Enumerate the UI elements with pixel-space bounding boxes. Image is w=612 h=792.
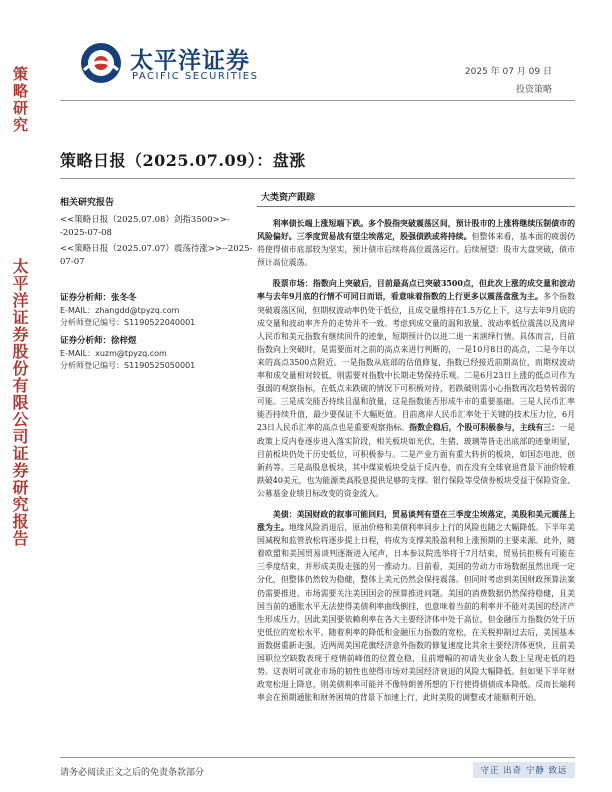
paragraph-us <box>257 508 575 704</box>
paragraph-stocks <box>257 277 575 500</box>
sidebar <box>0 0 40 792</box>
report-date: 2025 年 07 月 09 日 <box>464 67 552 77</box>
analyst-email-2[interactable]: E-MAIL：xuzm@tpyzq.com <box>60 349 167 358</box>
related-heading: 相关研究报告 <box>60 198 115 208</box>
footer-divider <box>60 757 575 758</box>
p1-text: 但整体来看，基本面的疲弱仍将使得债市底部较为坚实，预计债市后续将高位震荡运行。后续展望：股市大盘突破，债市预计高位震荡。 <box>257 232 575 268</box>
sidebar-category: 策略研究 <box>11 66 29 134</box>
report-type: 投资策略 <box>515 85 552 95</box>
disclaimer-note: 请务必阅读正文之后的免责条款部分 <box>60 768 205 778</box>
analyst-name-2: 证券分析师：徐梓煜 <box>60 336 137 346</box>
main-column <box>257 190 575 712</box>
page-title: 策略日报（2025.07.09）：盘涨 <box>60 151 306 170</box>
p2-bold: 股票市场：指数向上突破后，目前最高点已突破3500点，但此次上涨的成交量和波动率与去年9月底的行情不可同日而语，看意味着指数的上行更多以震荡盘涨为主。 <box>257 279 575 302</box>
main-heading: 大类资产跟踪 <box>257 190 575 207</box>
left-column <box>60 195 256 372</box>
related-report-2[interactable]: <<策略日报（2025.07.07）震荡待涨>>--2025-07-07 <box>60 244 253 267</box>
header-divider <box>60 100 575 101</box>
analyst-reg-1: 分析师登记编号：S1190522040001 <box>60 318 196 327</box>
analyst-email-1[interactable]: E-MAIL：zhangdd@tpyzq.com <box>60 306 180 315</box>
p1-bold: 利率债长端上涨短端下跌。多个股指突破震荡区间，预计股市的上涨将继续压制债市的风险偏好。三季度贸易战有望尘埃落定，股强债跌或将持续。 <box>257 219 575 242</box>
p2-bold-2: 指数企稳后，个股可积极参与，主线有三： <box>409 423 560 433</box>
header <box>60 36 590 106</box>
slogan-box: 守正 出奇 宁静 致远 <box>473 762 575 778</box>
analyst-name-1: 证券分析师：张冬冬 <box>60 293 137 303</box>
p2-text: 多个指数突破震荡区间，但期权波动率仍处于低位，且成交量维持在1.5万亿上下，这与去年9月底的成交量和波动率齐升的走势并不一致。考虑到成交量的温和放量、波动率低位震荡以及离岸人民币和美元指数有继续回升的迹象，短期预计仍以进二退一来演绎行情。具体而言，目前指数向上突破时，是需要面对之前的高点来进行判断的，一是10月8日的高点，二是今年以来的高点3500点附近。一是指数从底部的估值修复，指数已经接近前期高位，而期权波动率和成交量相对较低，则需要对指数中长期走势保持乐观。二是6月23日上涨的低点可作为强弱的观察指标，在低点未跌破的情况下可积极对待，若跌破则需小心指数再次趋势转弱的可能。三是成交能否持续且温和放量，这是指数能否形成牛市的重要基础。三是人民币汇率能否持续升值，最少要保证不大幅贬值。目前离岸人民币汇率处于关键的技术压力位，6月23日人民币汇率的高点也是重要观察指标。 <box>257 292 575 433</box>
p3-text: 地缘风险消退后，原油价格和美债利率同步上行的风险也随之大幅降低。下半年美国减税和监管放松将逐步提上日程，将成为支撑美股盈利和上涨预期的主要来源。此外，随着欧盟和美国贸易谈判逐渐进入尾声，日本参议院选举将于7月结束，贸易抗拒极有可能在三季度结束，并形成美股走强的另一推动力。目前看，美国的劳动力市场数据虽然出现一定分化，但整体仍然较为稳健，整体上美元仍然会保持震荡。但同时考虑到美国财政预算法案仍需要推进，市场需要关注美国国会的预算推进问题。美国的消费数据仍然保持稳健，且美国当前的通胀水平无法使得美债利率曲线倒挂，也意味着当前的利率并不能对美国的经济产生形成压力，因此美国要依赖利率在各大主要经济体中处于高位，但金融压力指数仍处于历史低位的宽松水平。随着利率的降低和金融压力指数的宽松，在关税抑制过去后，美国基本面数据重新走强。近两周美国花旗经济意外指数的修复速度比其余主要经济体更快，且前美国职位空缺数表现于疫情前峰值的位置仓稳，且前增幅的初请失业金人数上呈现走低的趋势。这表明可就业市场的韧性也使得市场对美国经济衰退的风险大幅降低。但如果下半年财政宽松退上降息，则美债利率可能并不像特朗普所想的下行使得债债成本降低。反而长端利率会在预期通胀和财务困境的背景下加速上行，此时美股的调整或才能顺利开始。 <box>257 523 575 703</box>
related-report-1[interactable]: <<策略日报（2025.07.08）剑指3500>>--2025-07-08 <box>60 215 230 238</box>
sidebar-org: 太平洋证券股份有限公司证券研究报告 <box>10 258 29 547</box>
logo-text-en: PACIFIC SECURITIES <box>132 71 259 82</box>
pacific-logo-icon <box>78 40 124 86</box>
paragraph-bonds <box>257 217 575 269</box>
analyst-reg-2: 分析师登记编号：S1190525050001 <box>60 361 196 370</box>
title-divider <box>60 178 575 179</box>
p2-text-2: 一是政策上反内卷逐步进入落实阶段，相关板块如光伏、生猪、玻璃等皆走出底部的迹象明显，目前板块仍处于历史低位，可积极参与。二是产业方面有重大转折的板块，如国态电池、创新药等。三是高股息板块，其中煤炭板块受益于反内卷，而在没有全球衰退背景下油价较难跌破40美元，也为能源类高股息提供足够的支撑。银行保险等受债券板块受益于保险资金、公募基金业绩目标改变的资金流入。 <box>257 423 575 498</box>
p3-bold: 美债：美国财政的叙事可能回归，贸易谈判有望在三季度尘埃落定，美股和美元震荡上涨为主。 <box>257 509 575 533</box>
logo-text-cn: 太平洋证券 <box>130 48 250 74</box>
